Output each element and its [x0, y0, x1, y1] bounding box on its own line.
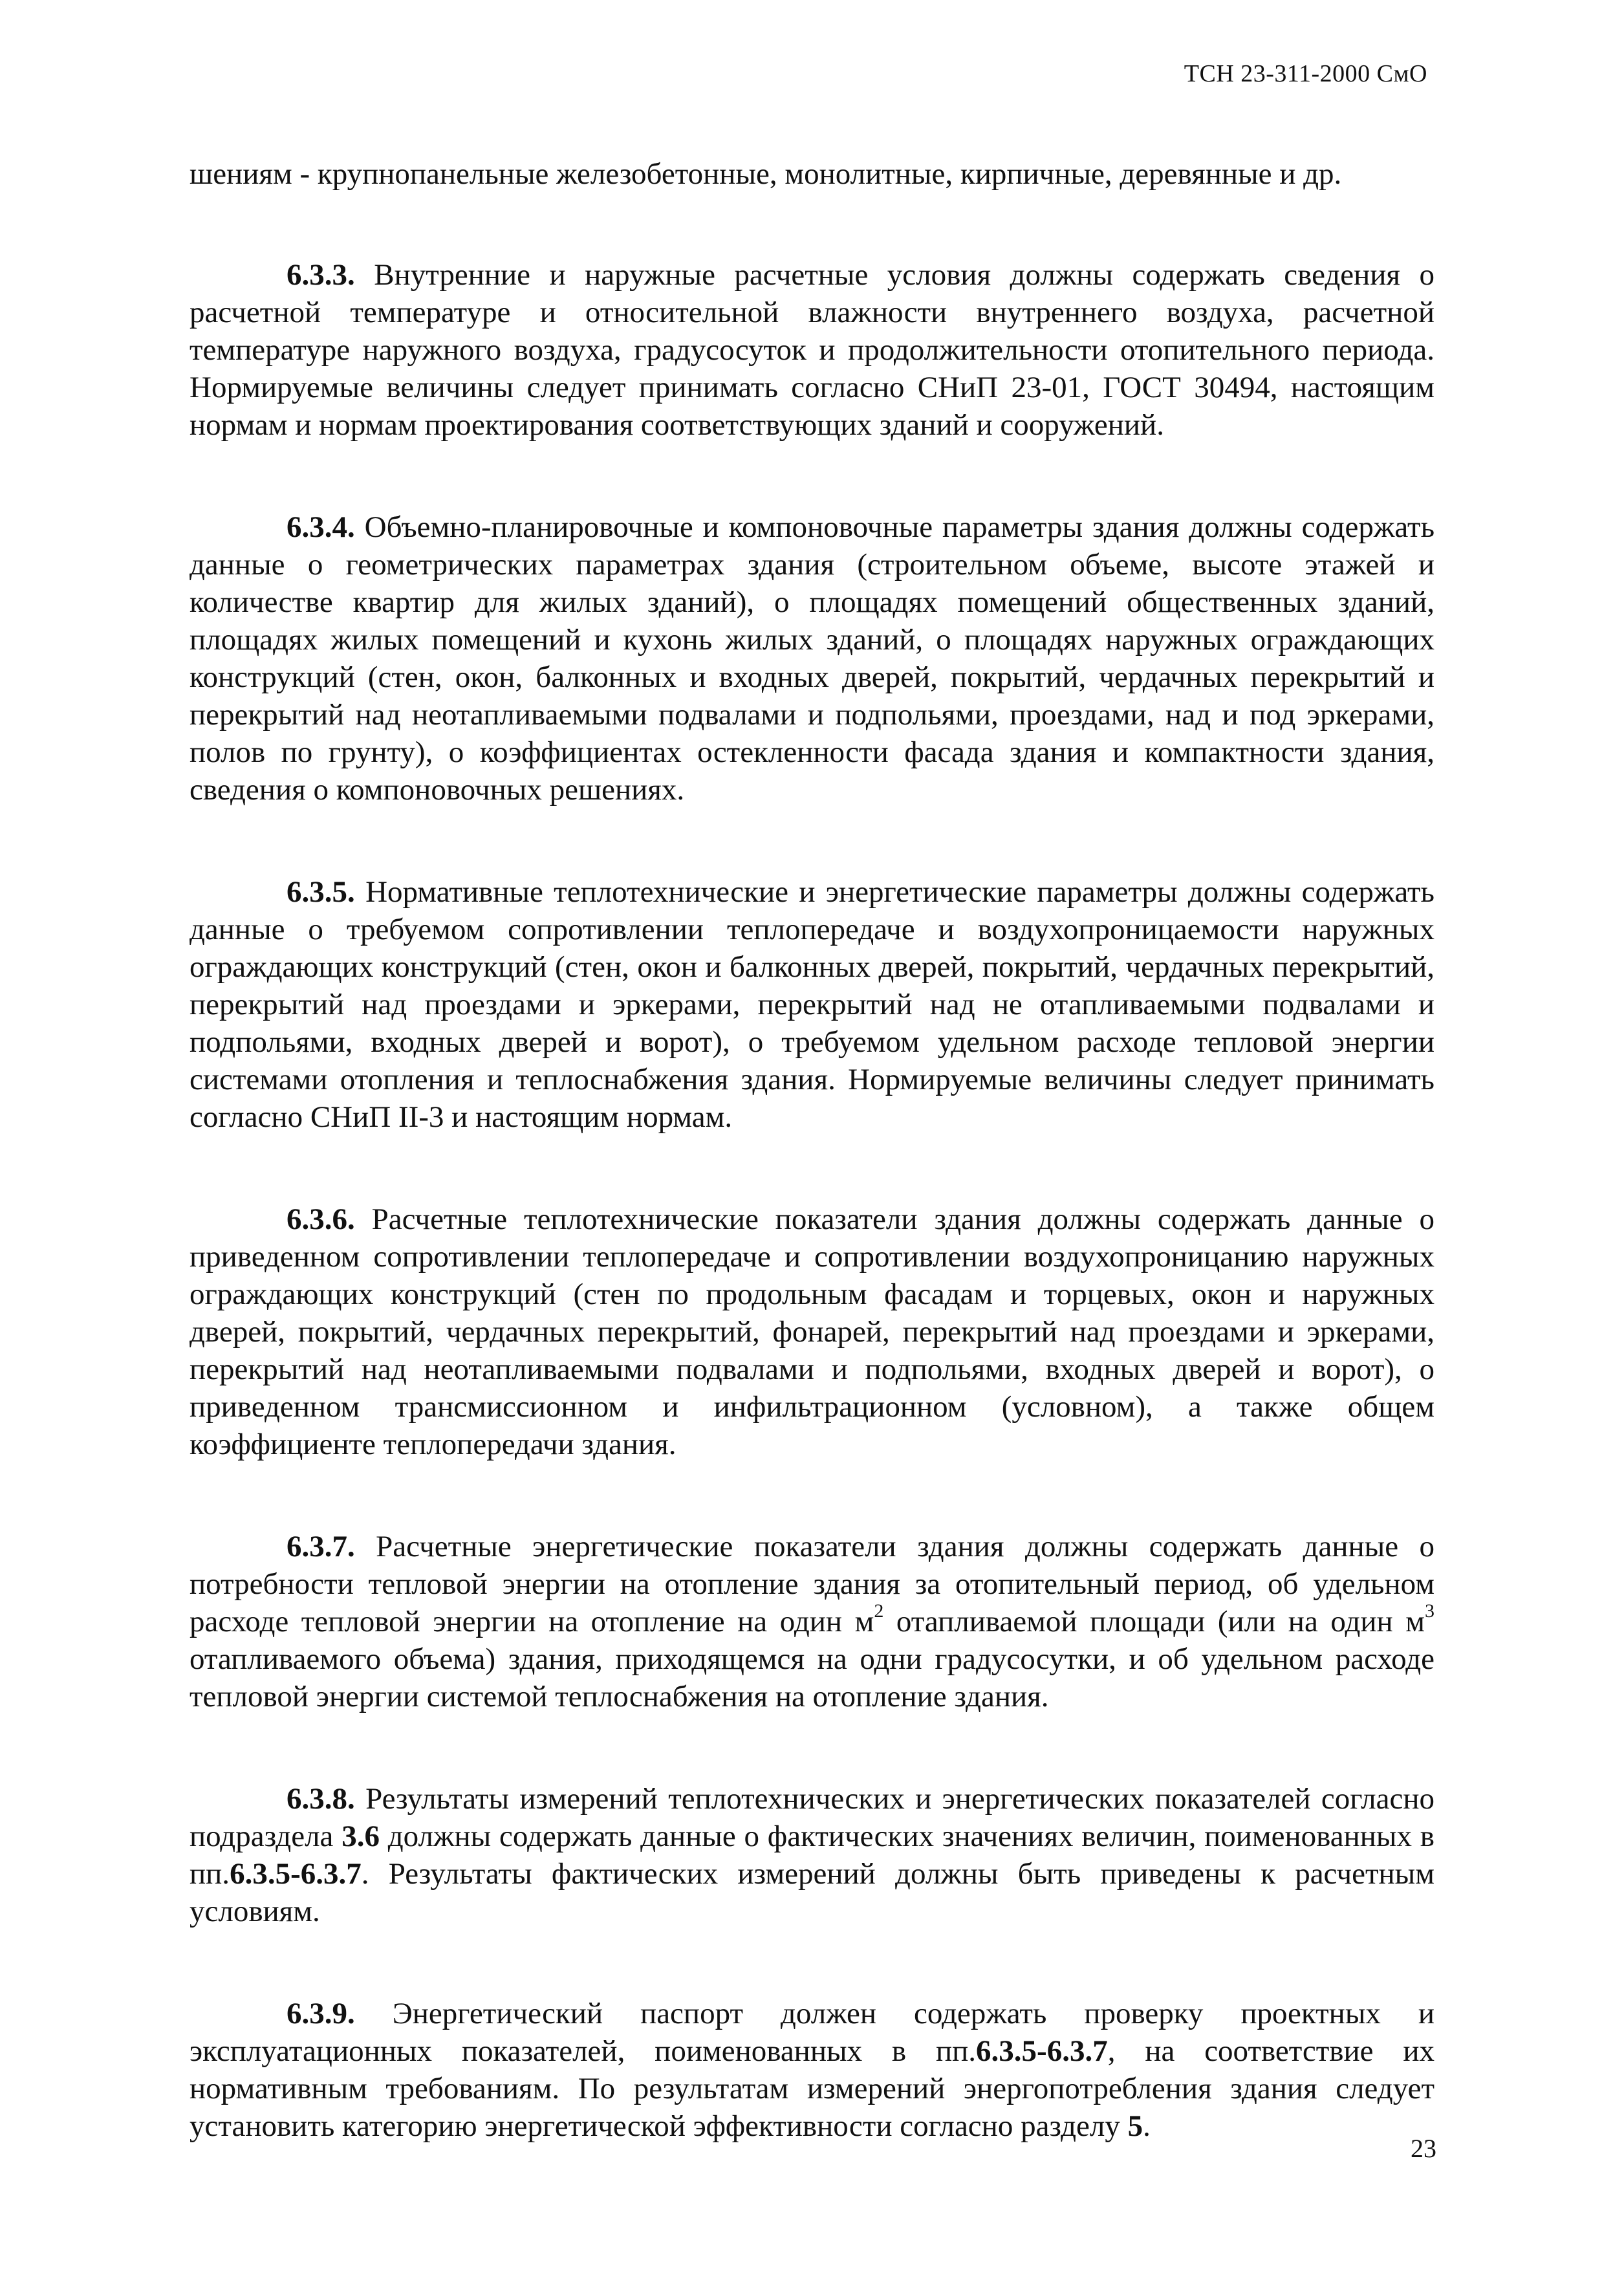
- paragraph-text: отапливаемой площади (или на один м: [883, 1605, 1425, 1638]
- bold-reference: 5: [1127, 2109, 1143, 2143]
- paragraph-text: шениям - крупнопанельные железобетонные, монолитные, кирпичные, деревянные и др.: [189, 157, 1342, 191]
- paragraph-number: 6.3.5.: [287, 875, 355, 909]
- paragraph-text: Расчетные теплотехнические показатели здания должны содержать данные о приведенном сопротивлении теплопередаче и сопротивлении воздухопроницанию наружных ограждающих конструкций (стен по продольным фасадам и торцевых, окон и наружных дверей, покрытий, чердачных перекрытий, фонарей, перекрытий над проездами и эркерами, перекрытий над неотапливаемыми подвалами и подпольями, входных дверей и ворот), о приведенном трансмиссионном и инфильтрационном (условном), а также общем коэффициенте теплопередачи здания.: [189, 1202, 1435, 1461]
- paragraph-6-3-9: [189, 1995, 1435, 2145]
- paragraph-text: отапливаемого объема) здания, приходящемся на одни градусосутки, и об удельном расходе тепловой энергии системой теплоснабжения на отопление здания.: [189, 1642, 1435, 1713]
- bold-reference: 6.3.5-6.3.7: [976, 2034, 1108, 2068]
- page-number: 23: [1411, 2134, 1436, 2163]
- paragraph-number: 6.3.8.: [287, 1782, 355, 1816]
- superscript: 3: [1425, 1600, 1435, 1622]
- paragraph-continuation: [189, 155, 1435, 193]
- paragraph-number: 6.3.3.: [287, 258, 355, 292]
- bold-reference: 6.3.5-6.3.7: [230, 1857, 362, 1891]
- paragraph-text: . Результаты фактических измерений должны быть приведены к расчетным условиям.: [189, 1857, 1435, 1928]
- paragraph-number: 6.3.7.: [287, 1530, 355, 1563]
- paragraph-6-3-7: [189, 1528, 1435, 1715]
- paragraph-text: Внутренние и наружные расчетные условия должны содержать сведения о расчетной температуре и относительной влажности внутреннего воздуха, расчетной температуре наружного воздуха, градусосуток и продолжительности отопительного периода. Нормируемые величины следует принимать согласно СНиП 23-01, ГОСТ 30494, настоящим нормам и нормам проектирования соответствующих зданий и сооружений.: [189, 258, 1435, 442]
- paragraph-number: 6.3.6.: [287, 1202, 355, 1236]
- bold-reference: 3.6: [341, 1820, 380, 1853]
- paragraph-text: Результаты измерений теплотехнических и энергетических показателей согласно подраздела: [189, 1782, 1435, 1853]
- document-code-header: ТСН 23-311-2000 СмО: [1184, 60, 1427, 87]
- paragraph-6-3-8: [189, 1780, 1435, 1930]
- paragraph-text: .: [1143, 2109, 1151, 2143]
- paragraph-number: 6.3.9.: [287, 1997, 355, 2030]
- paragraph-6-3-6: [189, 1201, 1435, 1463]
- paragraph-text: Нормативные теплотехнические и энергетические параметры должны содержать данные о требуемом сопротивлении теплопередаче и воздухопроницаемости наружных ограждающих конструкций (стен, окон и балконных дверей, покрытий, чердачных перекрытий, перекрытий над проездами и эркерами, перекрытий над не отапливаемыми подвалами и подпольями, входных дверей и ворот), о требуемом удельном расходе тепловой энергии системами отопления и теплоснабжения здания. Нормируемые величины следует принимать согласно СНиП II-3 и настоящим нормам.: [189, 875, 1435, 1134]
- paragraph-6-3-3: [189, 256, 1435, 444]
- paragraph-text: Энергетический паспорт должен содержать проверку проектных и эксплуатационных показателей, поименованных в пп.: [189, 1997, 1435, 2068]
- paragraph-text: должны содержать данные о фактических значениях величин, поименованных в пп.: [189, 1820, 1435, 1891]
- paragraph-6-3-4: [189, 508, 1435, 809]
- paragraph-text: Расчетные энергетические показатели здания должны содержать данные о потребности тепловой энергии на отопление здания за отопительный период, об удельном расходе тепловой энергии на отопление на один м: [189, 1530, 1435, 1638]
- paragraph-number: 6.3.4.: [287, 510, 355, 544]
- paragraph-6-3-5: [189, 873, 1435, 1136]
- paragraph-text: Объемно-планировочные и компоновочные параметры здания должны содержать данные о геометрических параметрах здания (строительном объеме, высоте этажей и количестве квартир для жилых зданий), о площадях помещений общественных зданий, площадях жилых помещений и кухонь жилых зданий, о площадях наружных ограждающих конструкций (стен, окон, балконных и входных дверей, покрытий, чердачных перекрытий и перекрытий над неотапливаемыми подвалами и подпольями, проездами, над и под эркерами, полов по грунту), о коэффициентах остекленности фасада здания и компактности здания, сведения о компоновочных решениях.: [189, 510, 1435, 807]
- superscript: 2: [874, 1600, 884, 1622]
- page-body: [189, 155, 1435, 2210]
- paragraph-text: , на соответствие их нормативным требованиям. По результатам измерений энергопотребления здания следует установить категорию энергетической эффективности согласно разделу: [189, 2034, 1435, 2143]
